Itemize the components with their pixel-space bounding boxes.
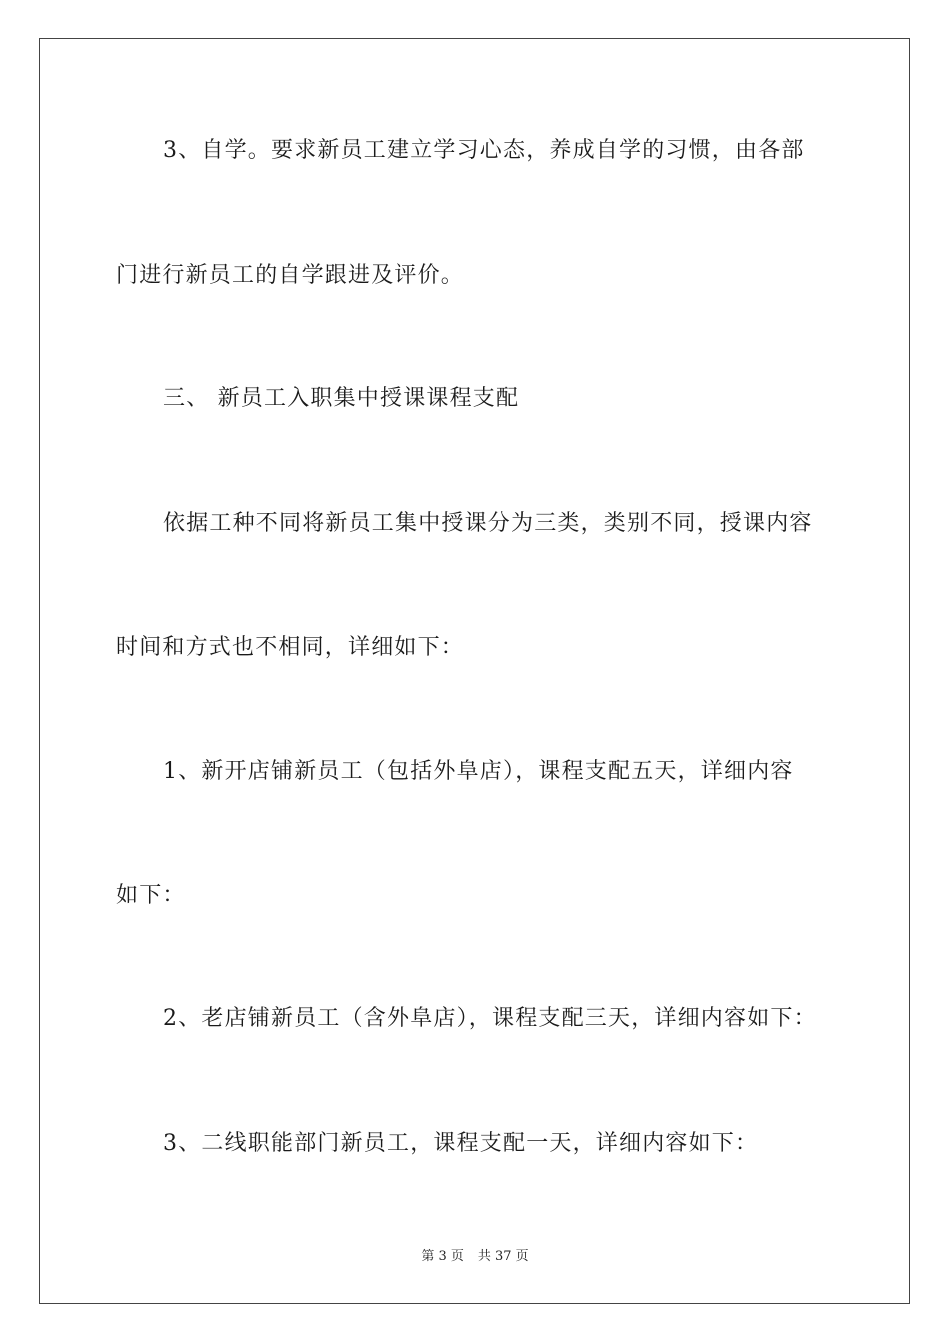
paragraph-categories-line-1: 依据工种不同将新员工集中授课分为三类，类别不同，授课内容: [163, 511, 813, 536]
list-item-new-stores-line-1: 1、新开店铺新员工（包括外阜店），课程支配五天，详细内容: [163, 759, 794, 784]
page-number: 第 3 页: [421, 1249, 464, 1264]
page-total: 共 37 页: [477, 1249, 529, 1264]
page-border: [39, 38, 910, 1304]
section-heading-course-arrangement: 三、 新员工入职集中授课课程支配: [163, 386, 520, 411]
list-item-old-stores: 2、老店铺新员工（含外阜店），课程支配三天，详细内容如下：: [163, 1006, 817, 1031]
paragraph-self-study-line-1: 3、自学。要求新员工建立学习心态，养成自学的习惯，由各部: [163, 138, 805, 163]
paragraph-self-study-line-2: 门进行新员工的自学跟进及评价。: [116, 263, 465, 288]
list-item-support-departments: 3、二线职能部门新员工，课程支配一天，详细内容如下：: [163, 1131, 759, 1156]
page-footer: [0, 1248, 950, 1266]
paragraph-categories-line-2: 时间和方式也不相同，详细如下：: [116, 635, 465, 660]
list-item-new-stores-line-2: 如下：: [116, 883, 186, 908]
